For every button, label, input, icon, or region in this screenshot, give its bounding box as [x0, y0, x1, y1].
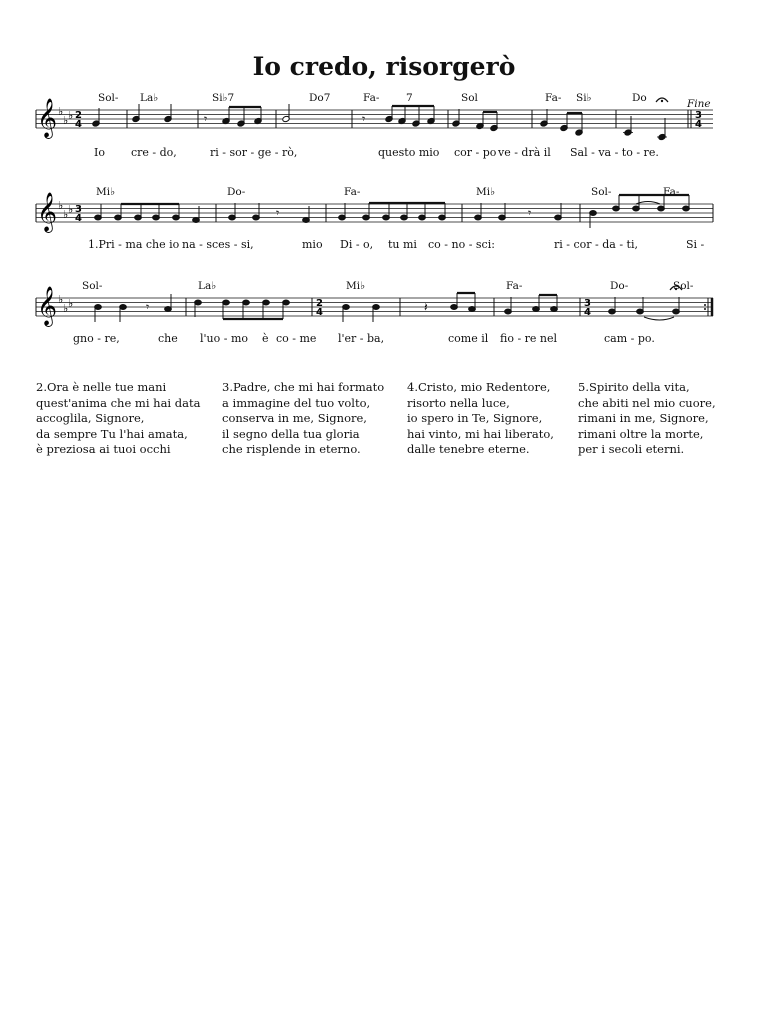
svg-text:2: 2	[75, 110, 82, 121]
svg-text:3: 3	[584, 298, 591, 309]
svg-text:4: 4	[584, 307, 591, 318]
svg-text:♭: ♭	[58, 199, 64, 212]
lyric-syllable: come il	[448, 332, 489, 345]
svg-text:𝄾: 𝄾	[362, 112, 366, 126]
svg-text:♭: ♭	[68, 203, 74, 216]
lyric-syllable: mio	[302, 238, 323, 251]
svg-text:𝄽: 𝄽	[424, 300, 428, 314]
treble-clef-icon: 𝄞	[37, 286, 58, 326]
svg-text:𝄾: 𝄾	[204, 112, 208, 126]
lyric-syllable: Sal - va - to - re.	[570, 146, 659, 159]
chord-symbol: Do7	[309, 92, 331, 104]
chord-symbol: Sol	[461, 92, 478, 104]
chord-symbol: Fa-	[545, 92, 562, 104]
chord-symbol: La♭	[140, 92, 159, 104]
verse-line: hai vinto, mi hai liberato,	[407, 426, 554, 441]
lyric-syllable: è	[262, 332, 269, 345]
treble-clef-icon: 𝄞	[37, 192, 58, 232]
lyric-syllable: Io	[94, 146, 105, 159]
chord-symbol: Fa-	[663, 186, 680, 198]
verse-line: accoglila, Signore,	[36, 411, 145, 425]
chord-symbol: Sol-	[673, 280, 694, 292]
chord-symbol: Do-	[227, 186, 246, 198]
chord-symbol: Fa-	[344, 186, 361, 198]
verse-line: 5.Spirito della vita,	[578, 380, 690, 394]
svg-text:♭: ♭	[68, 109, 74, 122]
verse-line: per i secoli eterni.	[578, 442, 685, 456]
chord-symbol: Do	[632, 92, 647, 104]
lyric-syllable: co - no - sci:	[428, 238, 495, 251]
chord-symbol: Sol-	[98, 92, 119, 104]
svg-text:♭: ♭	[58, 105, 64, 118]
chord-symbol: Do-	[610, 280, 629, 292]
verse-line: a immagine del tuo volto,	[222, 395, 371, 410]
svg-text:𝄾: 𝄾	[276, 206, 280, 220]
verse-line: è preziosa ai tuoi occhi	[36, 442, 171, 456]
svg-text:♭: ♭	[63, 114, 69, 127]
verse-line: io spero in Te, Signore,	[407, 411, 543, 425]
lyric-syllable: na - sces - si,	[182, 238, 254, 251]
svg-text:3: 3	[75, 204, 82, 215]
verse-line: che abiti nel mio cuore,	[578, 395, 716, 410]
chord-symbol: Si♭	[576, 92, 592, 104]
lyric-syllable: Di - o,	[340, 238, 374, 251]
lyric-syllable: questo mio	[378, 146, 440, 159]
lyric-syllable: ri - cor - da - ti,	[554, 238, 638, 251]
chord-symbol: Mi♭	[96, 186, 116, 198]
lyric-syllable: che	[158, 332, 178, 345]
lyric-syllable: 1.Pri - ma che io	[88, 238, 180, 251]
svg-text:♭: ♭	[58, 293, 64, 306]
chord-symbol: Fa-	[506, 280, 523, 292]
svg-text:𝄾: 𝄾	[146, 300, 150, 314]
chord-symbol: Sol-	[82, 280, 103, 292]
chord-symbol: Mi♭	[346, 280, 366, 292]
verse-line: 3.Padre, che mi hai formato	[222, 380, 385, 394]
verse-2	[36, 380, 200, 458]
verse-line: rimani in me, Signore,	[578, 411, 709, 425]
lyric-syllable: cam - po.	[604, 332, 655, 345]
lyric-syllable: gno - re,	[73, 332, 120, 345]
chord-symbol: Si♭7	[212, 92, 235, 104]
lyric-syllable: tu mi	[388, 238, 417, 251]
svg-text:2: 2	[316, 298, 323, 309]
chord-symbol: Mi♭	[476, 186, 496, 198]
svg-text:♭: ♭	[63, 208, 69, 221]
chord-symbol: 7	[406, 92, 413, 104]
lyric-syllable: l'er - ba,	[338, 332, 385, 345]
verse-3	[222, 380, 384, 458]
fine-marking: Fine	[687, 98, 711, 110]
svg-text:♭: ♭	[63, 302, 69, 315]
verse-line: conserva in me, Signore,	[222, 411, 367, 425]
verse-line: dalle tenebre eterne.	[407, 442, 530, 456]
song-title: Io credo, risorgerò	[252, 52, 516, 81]
verse-line: da sempre Tu l'hai amata,	[36, 426, 188, 441]
chord-symbol: Fa-	[363, 92, 380, 104]
verse-line: 2.Ora è nelle tue mani	[36, 380, 167, 394]
lyric-syllable: cor - po	[454, 146, 497, 159]
verse-line: risorto nella luce,	[407, 395, 510, 410]
lyric-syllable: fio - re nel	[500, 332, 558, 345]
verse-line: rimani oltre la morte,	[578, 426, 704, 441]
lyric-syllable: ve - drà il	[498, 146, 551, 159]
svg-text:4: 4	[75, 119, 82, 130]
lyric-syllable: ri - sor - ge - rò,	[210, 146, 298, 159]
chord-symbol: La♭	[198, 280, 217, 292]
lyric-syllable: co - me	[276, 332, 317, 345]
lyric-syllable: Si -	[686, 238, 705, 251]
verse-line: quest'anima che mi hai data	[36, 395, 201, 410]
lyric-syllable: l'uo - mo	[200, 332, 249, 345]
verse-4	[407, 380, 554, 458]
svg-text:4: 4	[695, 119, 702, 130]
verse-line: 4.Cristo, mio Redentore,	[407, 380, 551, 394]
svg-text:♭: ♭	[68, 297, 74, 310]
treble-clef-icon: 𝄞	[37, 98, 58, 138]
svg-text:3: 3	[695, 110, 702, 121]
svg-text:4: 4	[75, 213, 82, 224]
verse-line: il segno della tua gloria	[222, 426, 360, 441]
lyric-syllable: cre - do,	[131, 146, 177, 159]
verse-line: che risplende in eterno.	[222, 442, 361, 456]
verse-5	[578, 380, 716, 458]
svg-text:𝄾: 𝄾	[528, 206, 532, 220]
chord-symbol: Sol-	[591, 186, 612, 198]
svg-text:4: 4	[316, 307, 323, 318]
